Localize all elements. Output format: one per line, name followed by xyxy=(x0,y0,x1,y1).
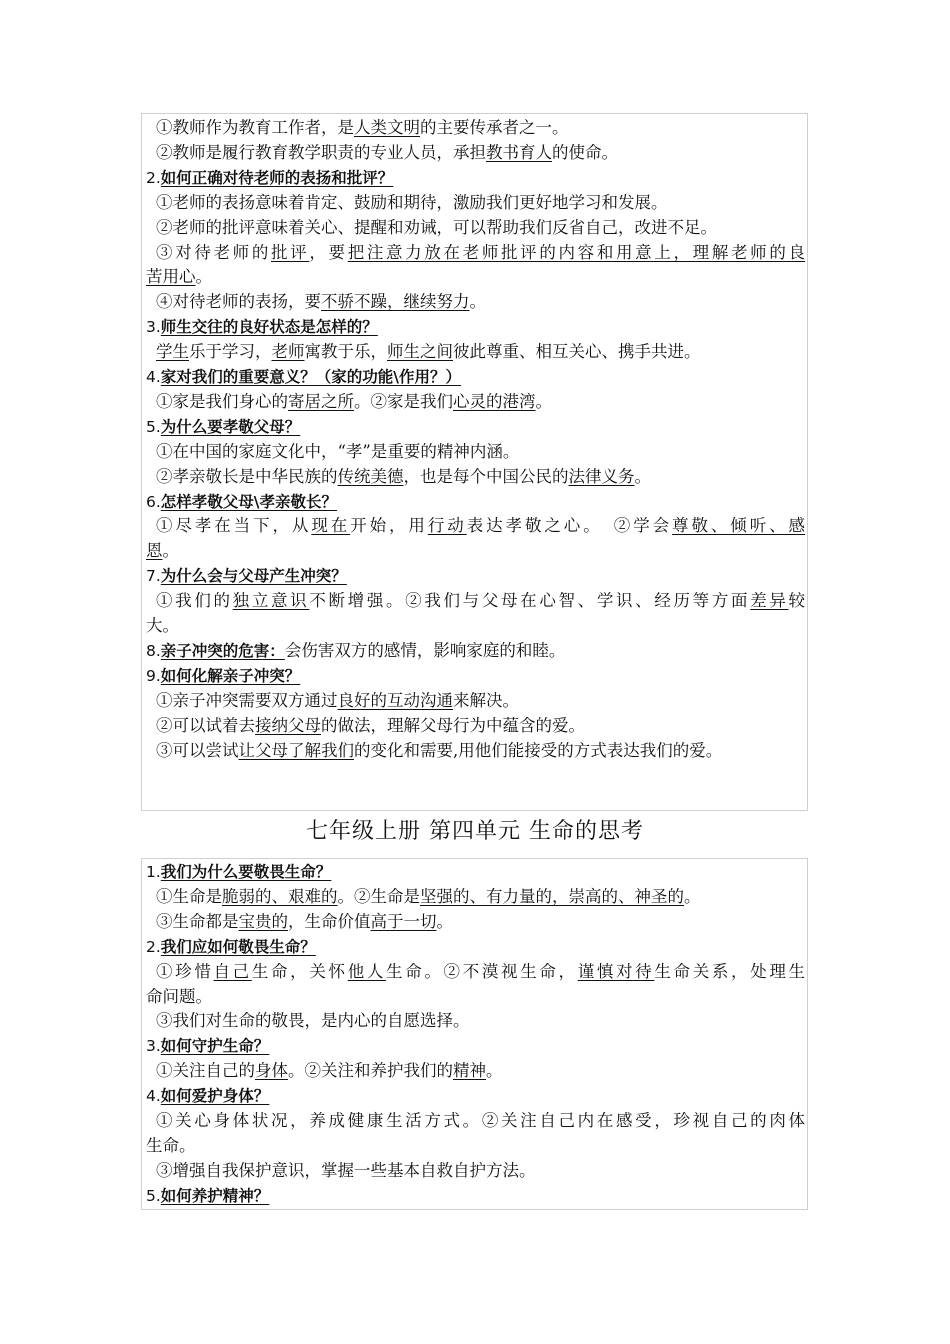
text-segment: ②教师是履行教育教学职责的专业人员，承担 xyxy=(156,142,486,162)
answer-line xyxy=(156,515,805,537)
answer-line xyxy=(156,590,805,612)
text-segment: ①珍惜 xyxy=(156,961,214,981)
key-term: 坚强的、有力量的，崇高的、神圣的 xyxy=(420,886,684,906)
answer-line xyxy=(146,986,805,1008)
text-segment: 的主要传承者之一。 xyxy=(420,118,569,137)
text-segment: ①亲子冲突需要双方通过 xyxy=(156,690,338,710)
text-segment: 。 xyxy=(535,391,552,411)
key-term: 法律义务 xyxy=(568,466,635,486)
answer-line xyxy=(156,1110,805,1132)
text-segment: ①在中国的家庭文化中，“孝”是重要的精神内涵。 xyxy=(156,441,520,461)
text-segment: ，生命价值 xyxy=(288,911,371,931)
question-title: 我们应如何敬畏生命？ xyxy=(160,937,316,956)
key-term: 精神 xyxy=(453,1061,486,1081)
question-number: 2. xyxy=(146,937,161,956)
question-title: 如何正确对待老师的表扬和批评？ xyxy=(160,168,394,187)
text-segment: 。 xyxy=(162,541,179,561)
question-title: 为什么会与父母产生冲突？ xyxy=(160,567,347,586)
question-heading xyxy=(146,491,805,513)
question-heading xyxy=(146,366,805,388)
text-segment: 。 xyxy=(684,886,701,906)
text-segment: 。 xyxy=(195,267,212,287)
key-term: 行动 xyxy=(427,516,467,536)
answer-line xyxy=(146,540,805,562)
answer-line xyxy=(156,142,805,164)
answer-line xyxy=(156,715,805,737)
text-segment: 。 xyxy=(436,911,453,931)
key-term: 自己 xyxy=(213,961,252,981)
question-number: 3. xyxy=(146,318,161,337)
text-segment: 生命，关怀 xyxy=(251,961,348,981)
text-segment: 。 xyxy=(486,1061,503,1081)
key-term: 脆弱的、艰难的 xyxy=(222,886,338,906)
question-title: 如何守护生命？ xyxy=(160,1037,270,1056)
text-segment: ③可以尝试 xyxy=(156,740,239,760)
text-segment: 的使命。 xyxy=(552,142,618,162)
answer-line xyxy=(156,961,805,983)
key-term: 教书育人 xyxy=(486,142,552,162)
question-number: 9. xyxy=(146,666,161,685)
notes-box-upper xyxy=(141,113,808,811)
answer-line xyxy=(146,615,805,637)
answer-line xyxy=(156,291,805,313)
text-segment: ①老师的表扬意味着肯定、鼓励和期待，激励我们更好地学习和发展。 xyxy=(156,192,668,212)
question-number: 7. xyxy=(146,567,161,586)
answer-text: 会伤害双方的感情，影响家庭的和睦。 xyxy=(284,640,566,660)
key-term: 接纳父母 xyxy=(255,715,321,735)
question-number: 1. xyxy=(146,863,161,881)
answer-line xyxy=(146,266,805,288)
question-title: 如何爱护身体？ xyxy=(160,1087,270,1106)
key-term: 让父母了解我们 xyxy=(238,740,354,760)
answer-line xyxy=(156,1010,805,1032)
key-term: 学生 xyxy=(156,342,189,362)
key-term: 恩 xyxy=(146,541,163,561)
text-segment: 大。 xyxy=(146,616,179,635)
text-segment: ①尽孝在当下，从 xyxy=(156,516,312,536)
answer-line xyxy=(156,441,805,463)
question-heading xyxy=(146,640,805,662)
question-title: 我们为什么要敬畏生命？ xyxy=(160,863,332,881)
text-segment: ②老师的批评意味着关心、提醒和劝诫，可以帮助我们反省自己，改进不足。 xyxy=(156,217,717,237)
question-heading xyxy=(146,665,805,687)
text-segment: 。②关注和养护我们的 xyxy=(288,1061,453,1081)
question-heading xyxy=(146,416,805,438)
answer-line xyxy=(156,911,805,933)
question-heading xyxy=(146,316,805,338)
question-heading xyxy=(146,167,805,189)
text-segment: ①关注自己的 xyxy=(156,1061,255,1081)
answer-line xyxy=(156,341,805,363)
notes-box-lower xyxy=(141,858,808,1210)
text-segment: 生命。②不漠视生命， xyxy=(386,961,578,981)
question-heading xyxy=(146,1185,805,1207)
key-term: 把注意力放在老师批评的内容和用意上，理解老师的良 xyxy=(347,242,806,262)
text-segment: 寓教于乐， xyxy=(304,342,387,362)
answer-line xyxy=(156,217,805,239)
text-segment: ①生命是 xyxy=(156,886,222,906)
question-title: 为什么要孝敬父母？ xyxy=(160,417,301,436)
answer-line xyxy=(156,690,805,712)
answer-line xyxy=(156,391,805,413)
text-segment: 。②生命是 xyxy=(337,886,420,906)
text-segment: 。 xyxy=(469,292,486,312)
question-title: 怎样孝敬父母\孝亲敬长？ xyxy=(160,492,337,511)
question-heading xyxy=(146,1085,805,1107)
text-segment: 命问题。 xyxy=(146,986,212,1006)
text-segment: ②可以试着去 xyxy=(156,715,255,735)
question-title: 如何养护精神？ xyxy=(160,1186,270,1205)
answer-line xyxy=(156,740,805,762)
text-segment: ①我们的 xyxy=(156,591,233,611)
key-term: 心灵的港湾 xyxy=(453,391,536,411)
text-segment: 表达孝敬之心。 ②学会 xyxy=(466,516,673,536)
answer-line xyxy=(156,886,805,908)
key-term: 批评 xyxy=(271,242,310,262)
key-term: 现在 xyxy=(311,516,351,536)
key-term: 老师 xyxy=(271,342,305,362)
question-title: 如何化解亲子冲突？ xyxy=(160,666,301,685)
key-term: 高于一切 xyxy=(370,911,437,931)
text-segment: 来解决。 xyxy=(453,690,519,710)
question-number: 3. xyxy=(146,1037,161,1056)
answer-line xyxy=(156,1160,805,1182)
question-title: 亲子冲突的危害： xyxy=(160,641,285,660)
text-segment: 的变化和需要,用他们能接受的方式表达我们的爱。 xyxy=(354,740,723,760)
key-term: 身体 xyxy=(255,1061,288,1081)
answer-line xyxy=(156,192,805,214)
key-term: 人类文明 xyxy=(354,118,420,137)
key-term: 寄居之所 xyxy=(288,391,354,411)
question-title: 师生交往的良好状态是怎样的？ xyxy=(160,318,378,337)
text-segment: 不断增强。②我们与父母在心智、学识、经历等方面 xyxy=(309,591,751,611)
text-segment: ④对待老师的表扬，要 xyxy=(156,292,321,312)
key-term: 他人 xyxy=(347,961,387,981)
key-term: 宝贵的 xyxy=(238,911,288,931)
text-segment: 生命。 xyxy=(146,1135,196,1155)
text-segment: ①家是我们身心的 xyxy=(156,391,288,411)
text-segment: 。 xyxy=(634,466,651,486)
text-segment: ③对待老师的 xyxy=(156,242,271,262)
answer-line xyxy=(156,1060,805,1082)
key-term: 不骄不躁，继续努力 xyxy=(321,292,470,312)
question-number: 5. xyxy=(146,1186,161,1205)
answer-line xyxy=(156,242,805,264)
key-term: 苦用心 xyxy=(146,267,196,287)
answer-line xyxy=(146,1135,805,1157)
question-title: 家对我们的重要意义？（家的功能\作用？） xyxy=(160,368,461,386)
key-term: 差异 xyxy=(750,591,789,611)
question-number: 5. xyxy=(146,417,161,436)
key-term: 尊敬、倾听、感 xyxy=(672,516,806,536)
question-number: 6. xyxy=(146,492,161,511)
text-segment: ③我们对生命的敬畏，是内心的自愿选择。 xyxy=(156,1011,470,1031)
key-term: 谨慎对待 xyxy=(577,961,655,981)
text-segment: ③生命都是 xyxy=(156,911,239,931)
text-segment: 乐于学习， xyxy=(189,342,272,362)
question-heading xyxy=(146,565,805,587)
question-heading xyxy=(146,861,805,883)
question-number: 4. xyxy=(146,1087,161,1106)
question-number: 8. xyxy=(146,641,161,660)
text-segment: 的做法，理解父母行为中蕴含的爱。 xyxy=(321,715,585,735)
text-segment: ①关心身体状况，养成健康生活方式。②关注自己内在感受，珍视自己的肉体 xyxy=(156,1111,805,1130)
text-segment: 彼此尊重、相互关心、携手共进。 xyxy=(453,342,701,362)
text-segment: ①教师作为教育工作者，是 xyxy=(156,118,354,137)
key-term: 独立意识 xyxy=(232,591,310,611)
answer-line xyxy=(156,466,805,488)
question-heading xyxy=(146,936,805,958)
question-number: 4. xyxy=(146,368,161,386)
text-segment: ，要 xyxy=(309,242,348,262)
key-term: 师生之间 xyxy=(387,342,453,362)
question-number: 2. xyxy=(146,168,161,187)
key-term: 传统美德 xyxy=(337,466,404,486)
question-heading xyxy=(146,1035,805,1057)
text-segment: 生命关系，处理生 xyxy=(654,961,806,981)
text-segment: ，也是每个中国公民的 xyxy=(403,466,569,486)
key-term: 良好的互动沟通 xyxy=(337,690,453,710)
answer-line xyxy=(156,117,805,139)
text-segment: ③增强自我保护意识，掌握一些基本自救自护方法。 xyxy=(156,1160,536,1180)
section-title: 七年级上册 第四单元 生命的思考 xyxy=(306,819,644,844)
text-segment: ②孝亲敬长是中华民族的 xyxy=(156,466,338,486)
text-segment: 。②家是我们 xyxy=(354,391,453,411)
text-segment: 开始，用 xyxy=(350,516,428,536)
text-segment: 较 xyxy=(788,591,806,611)
